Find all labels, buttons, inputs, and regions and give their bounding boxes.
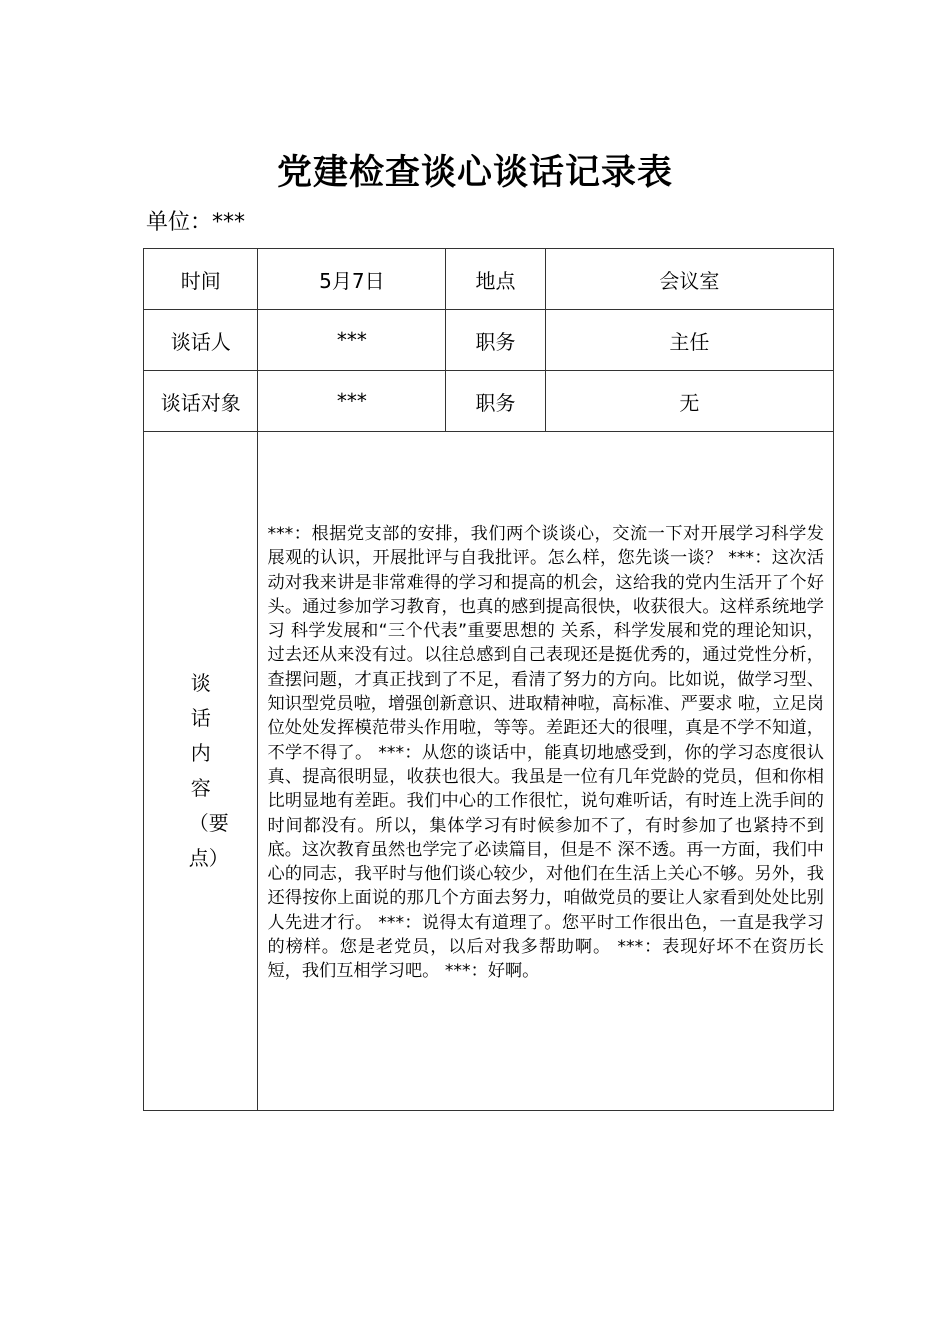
unit-label: 单位： <box>146 210 213 235</box>
table-row <box>144 249 834 310</box>
table-row <box>144 432 834 1111</box>
table-row <box>144 371 834 432</box>
table-row <box>144 310 834 371</box>
speaker-position-label: 职务 <box>446 310 545 371</box>
time-label: 时间 <box>144 249 258 310</box>
unit-value: *** <box>212 210 246 235</box>
target-position-label: 职务 <box>446 371 545 432</box>
page-title: 党建检查谈心谈话记录表 <box>276 152 673 193</box>
content-label-cell <box>144 432 258 1111</box>
content-cell <box>258 432 834 1111</box>
record-table <box>143 248 834 1111</box>
time-value: 5月7日 <box>258 249 446 310</box>
place-label: 地点 <box>446 249 545 310</box>
target-value: *** <box>258 371 446 432</box>
place-value: 会议室 <box>545 249 833 310</box>
speaker-label: 谈话人 <box>144 310 258 371</box>
unit-line <box>146 206 245 240</box>
content-text: ***：根据党支部的安排，我们两个谈谈心，交流一下对开展学习科学发展观的认识，开展批评与自我批评。怎么样，您先谈一谈？ ***：这次活动对我来讲是非常难得的学习和提高的机会，这给我的党内生活开了个好头。通过参加学习教育，也真的感到提高很快，收获很大。这样系统地学习 科学发展和“三个代表”重要思想的 关系，科学发展和党的理论知识，过去还从来没有过。以往总感到自己表现还是挺优秀的，通过党性分析，查摆问题，才真正找到了不足，看清了努力的方向。比如说，做学习型、知识型党员啦，增强创新意识、进取精神啦，高标准、严要求 啦，立足岗位处处发挥模范带头作用啦，等等。差距还大的很哩，真是不学不知道，不学不得了。 ***：从您的谈话中，能真切地感受到，你的学习态度很认真、提高很明显，收获也很大。我虽是一位有几年党龄的党员，但和你相比明显地有差距。我们中心的工作很忙，说句难听话，有时连上洗手间的时间都没有。所以，集体学习有时候参加不了，有时参加了也紧持不到底。这次教育虽然也学完了必读篇目，但是不 深不透。再一方面，我们中心的同志，我平时与他们谈心较少，对他们在生活上关心不够。另外，我还得按你上面说的那几个方面去努力，咱做党员的要让人家看到处处比别人先进才行。 ***：说得太有道理了。您平时工作很出色，一直是我学习的榜样。您是老党员，以后对我多帮助啊。 ***：表现好坏不在资历长短，我们互相学习吧。 ***：好啊。 <box>267 524 824 982</box>
speaker-value: *** <box>258 310 446 371</box>
speaker-position-value: 主任 <box>545 310 833 371</box>
target-position-value: 无 <box>545 371 833 432</box>
target-label: 谈话对象 <box>144 371 258 432</box>
content-label: 谈话内容（要点） <box>188 671 229 870</box>
